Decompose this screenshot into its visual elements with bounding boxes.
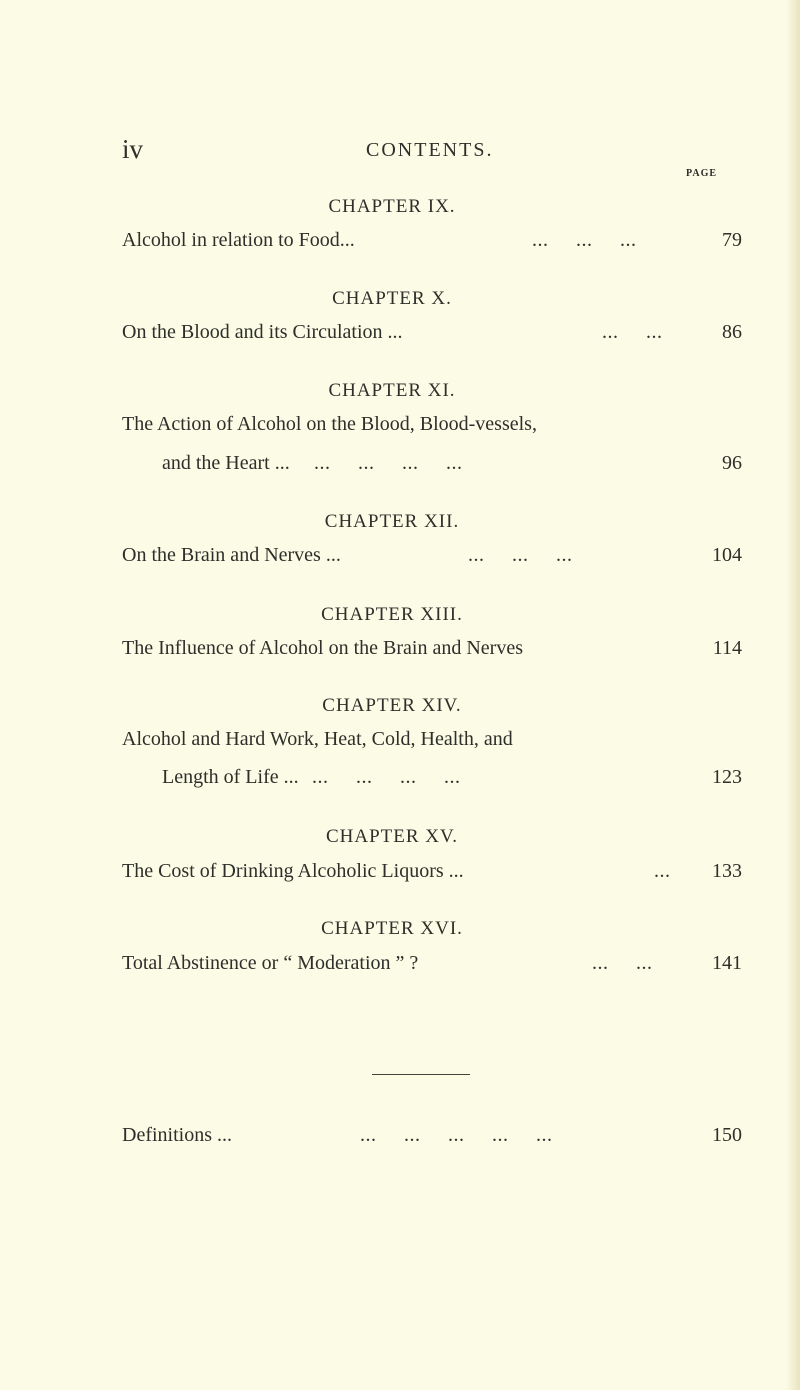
entry-title: Definitions ...: [122, 1124, 232, 1146]
toc-entry: [122, 725, 742, 753]
toc-entry: [122, 318, 742, 346]
entry-title: On the Brain and Nerves ...: [122, 544, 341, 566]
toc-entry: [122, 541, 742, 569]
entry-page-number: 141: [712, 952, 742, 974]
toc-entry: [162, 449, 742, 477]
page-column-label: PAGE: [686, 168, 718, 179]
chapter-heading: CHAPTER XVI.: [321, 918, 463, 939]
entry-title: Total Abstinence or “ Moderation ” ?: [122, 952, 419, 974]
entry-title: The Cost of Drinking Alcoholic Liquors ...: [122, 860, 464, 882]
entry-page-number: 86: [722, 321, 742, 343]
dot-leader: ...: [654, 860, 671, 882]
entry-page-number: 79: [722, 229, 742, 251]
page-edge-shadow: [786, 0, 800, 1390]
dot-leader: ... ... ... ...: [312, 766, 461, 788]
dot-leader: ... ...: [602, 321, 663, 343]
toc-entry: [122, 949, 742, 977]
dot-leader: ... ... ... ...: [314, 452, 463, 474]
entry-title: Alcohol in relation to Food...: [122, 229, 355, 251]
entry-title: Alcohol and Hard Work, Heat, Cold, Health, and: [122, 728, 513, 750]
chapter-heading: CHAPTER X.: [332, 288, 452, 309]
entry-page-number: 133: [712, 860, 742, 882]
dot-leader: ... ... ...: [468, 544, 573, 566]
toc-entry: [122, 410, 742, 438]
entry-page-number: 150: [712, 1124, 742, 1146]
entry-title: The Action of Alcohol on the Blood, Blood-vessels,: [122, 413, 537, 435]
toc-entry: [122, 226, 742, 254]
page-number: iv: [122, 134, 144, 164]
toc-entry: [122, 634, 742, 662]
chapter-heading: CHAPTER IX.: [328, 196, 456, 217]
entry-page-number: 104: [712, 544, 742, 566]
entry-title: The Influence of Alcohol on the Brain and Nerves: [122, 637, 523, 659]
chapter-heading: CHAPTER XI.: [328, 380, 456, 401]
dot-leader: ... ... ...: [532, 229, 637, 251]
section-rule: [372, 1074, 470, 1075]
chapter-heading: CHAPTER XIV.: [322, 695, 462, 716]
entry-title: Length of Life ...: [162, 766, 299, 788]
toc-entry: [162, 763, 742, 791]
dot-leader: ... ...: [592, 952, 653, 974]
entry-page-number: 114: [712, 637, 742, 659]
chapter-heading: CHAPTER XV.: [325, 826, 459, 847]
toc-entry-definitions: [122, 1121, 742, 1149]
chapter-heading: CHAPTER XII.: [324, 511, 460, 532]
toc-entry: [122, 857, 742, 885]
entry-page-number: 96: [722, 452, 742, 474]
entry-title: and the Heart ...: [162, 452, 290, 474]
running-head: [122, 134, 542, 168]
entry-page-number: 123: [712, 766, 742, 788]
entry-title: On the Blood and its Circulation ...: [122, 321, 403, 343]
chapter-heading: CHAPTER XIII.: [321, 604, 463, 625]
dot-leader: ... ... ... ... ...: [360, 1124, 553, 1146]
running-title: CONTENTS.: [366, 139, 494, 161]
